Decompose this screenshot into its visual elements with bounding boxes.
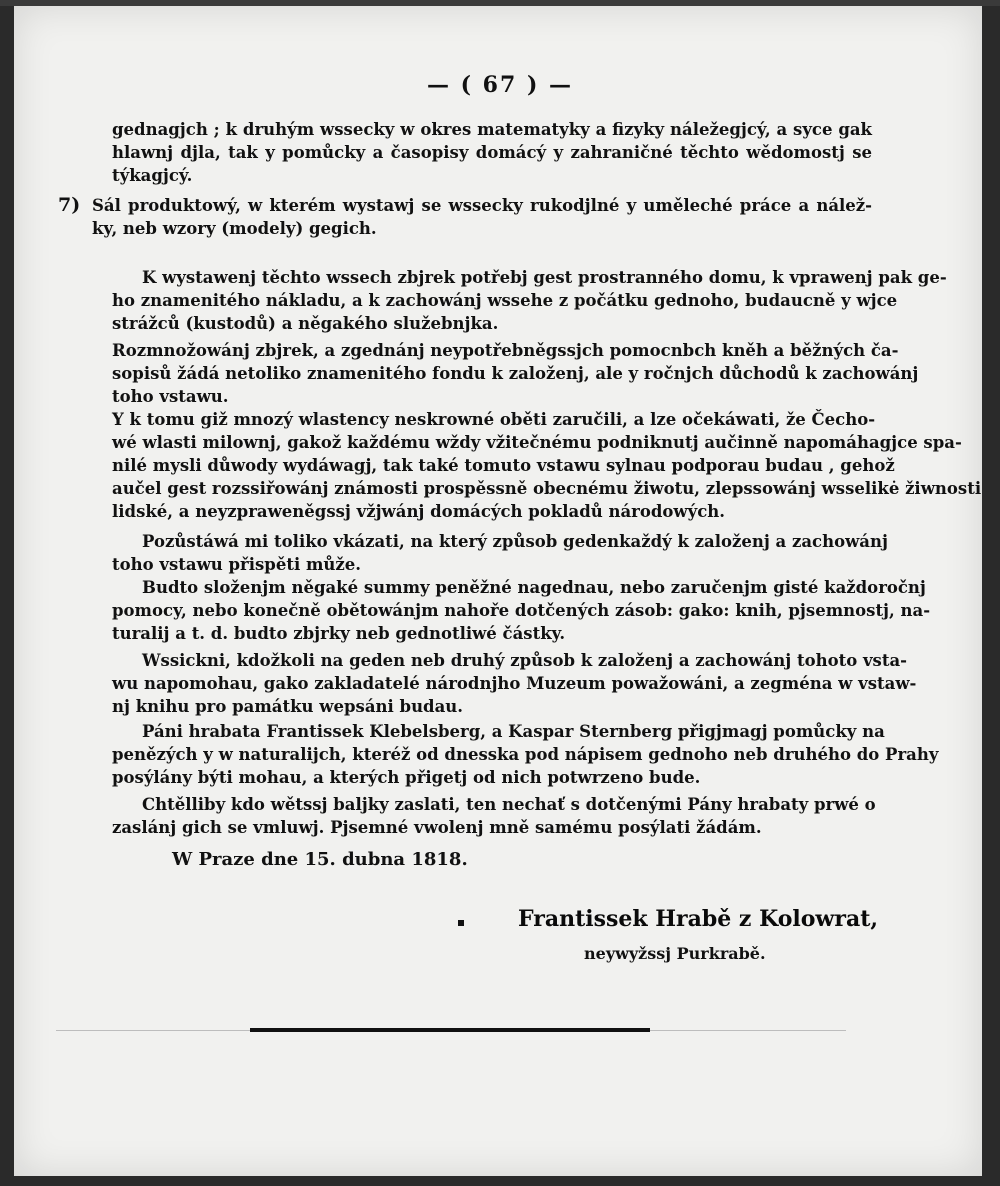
text-line: Sál produktowý, w kterém wystawj se wssecky rukodjlné y uměleché práce a nálež- xyxy=(92,196,872,215)
continued-paragraph xyxy=(112,118,872,187)
text-line: gednagjch ; k druhým wssecky w okres matematyky a fizyky náležegjcý, a syce gak xyxy=(112,120,872,139)
text-line: ho znamenitého nákladu, a k zachowánj wssehe z počátku gednoho, budaucně y wjce xyxy=(112,291,898,310)
text-line: hlawnj djla, tak y pomůcky a časopisy domácý y zahraničné těchto wědomostj se xyxy=(112,143,872,162)
divider-rule xyxy=(250,1028,650,1032)
dateline-text: W Praze dne 15. dubna 1818. xyxy=(172,849,468,870)
text-line: Budto složenjm něgaké summy peněžné nagednau, nebo zaručenjm gisté každoročnj xyxy=(142,578,926,597)
text-line: aučel gest rozssiřowánj známosti prospěssně obecnému žiwotu, zlepssowánj wsselikė žiwnosti xyxy=(112,479,982,498)
decorative-dot xyxy=(458,920,464,926)
text-line: zaslánj gich se vmluwj. Pjsemné vwolenj mně samému posýlati žádám. xyxy=(112,818,762,837)
text-line: pomocy, nebo konečně obětowánjm nahoře dotčených zásob: gako: knih, pjsemnostj, na- xyxy=(112,601,931,620)
paragraph-counts xyxy=(112,720,939,789)
list-item-7 xyxy=(92,194,872,240)
text-line: Chtělliby kdo wětssj balјky zaslati, ten nechať s dotčenými Pány hrabaty prwé o xyxy=(142,795,876,814)
text-line: wé wlasti milownj, gakož každému wždy vžitečnému podniknutj aučinně napomáhagjce spa- xyxy=(112,433,962,452)
signature: Frantissek Hrabě z Kolowrat, xyxy=(518,906,879,932)
text-line: nilé mysli důwody wydáwagj, tak také tomuto vstawu sylnau podporau budau , gehož xyxy=(112,456,895,475)
text-line: toho vstawu přispěti může. xyxy=(112,555,362,574)
text-line: Rozmnožowánj zbjrek, a zgednánj neypotřebněgssjch pomocnbch kněh a běžných ča- xyxy=(112,341,899,360)
text-line: Pozůstáwá mi toliko vkázati, na který způsob gedenkaždý k založenj a zachowánj xyxy=(142,532,888,551)
text-line: Wssickni, kdožkoli na geden neb druhý způsob k založenj a zachowánj tohoto vsta- xyxy=(142,651,908,670)
text-line: Y k tomu giž mnozý wlastency neskrowné oběti zaručili, a lze očekáwati, že Čecho- xyxy=(112,410,876,429)
text-line: penězých y w naturalijch, kteréž od dnesska pod nápisem gednoho neb druhého do Prahy xyxy=(112,745,939,764)
paragraph-donations xyxy=(112,576,931,645)
paragraph-patriots xyxy=(112,408,982,523)
text-line: turalij a t. d. budto zbjrky neb gednotliwé částky. xyxy=(112,624,566,643)
text-line: ky, neb wzory (modely) gegich. xyxy=(92,219,377,238)
text-line: K wystawenj těchto wssech zbjrek potřebj gest prostranného domu, k vprawenj pak ge- xyxy=(142,268,947,287)
text-line: sopisů žádá netoliko znamenitého fondu k založenj, ale y ročnjch důchodů k zachowánj xyxy=(112,364,919,383)
signature-title: neywyžssj Purkrabě. xyxy=(584,944,766,963)
paragraph-contribution xyxy=(112,530,888,576)
text-line: lidské, a neyzpraweněgssj vžjwánj domácých pokladů národowých. xyxy=(112,502,725,521)
text-line: Páni hrabata Frantissek Klebelsberg, a Kaspar Sternberg přigjmagj pomůcky na xyxy=(142,722,885,741)
paragraph-building xyxy=(112,266,947,335)
paragraph-founders xyxy=(112,649,917,718)
text-line: wu napomohau, gako zakladatelé národnjho Muzeum powažowáni, a zegména w vstaw- xyxy=(112,674,917,693)
paragraph-larger-parcels xyxy=(112,793,876,839)
page-number: — ( 67 ) — xyxy=(426,72,574,98)
text-line: nj knihu pro památku wepsáni budau. xyxy=(112,697,464,716)
text-line: strážců (kustodů) a něgakého služebnjka. xyxy=(112,314,499,333)
dateline xyxy=(172,848,572,871)
text-line: toho vstawu. xyxy=(112,387,229,406)
list-item-number: 7) xyxy=(58,194,81,216)
text-line: týkagjcý. xyxy=(112,166,193,185)
text-line: posýlány býti mohau, a kterých přigetj od nich potwrzeno bude. xyxy=(112,768,701,787)
paragraph-collections xyxy=(112,339,919,408)
